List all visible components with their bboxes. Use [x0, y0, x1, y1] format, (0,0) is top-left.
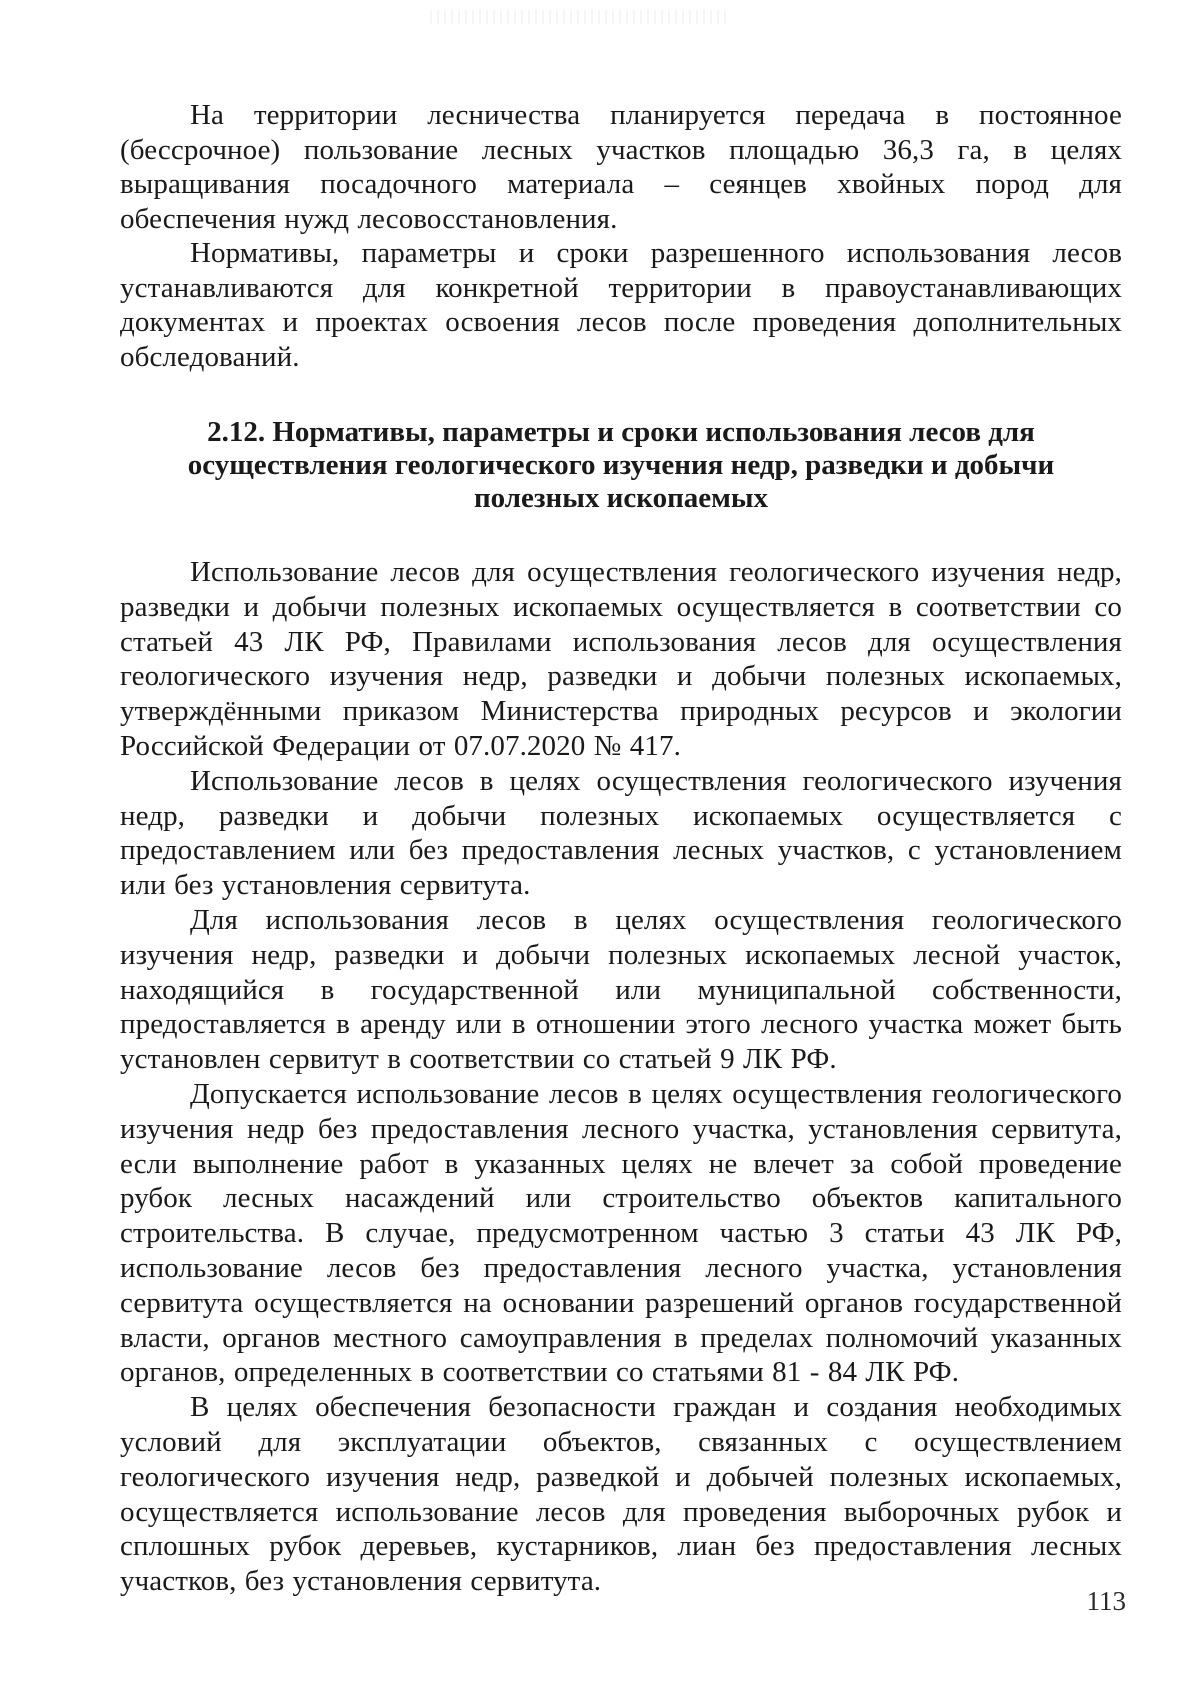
- text-column: [120, 98, 1122, 1599]
- paragraph-transfer-plan: На территории лесничества планируется передача в постоянное (бессрочное) пользование лесных участков площадью 36,3 га, в целях выращивания посадочного материала – сеянцев хвойных пород для обеспечения нужд лесовосстановления.: [120, 99, 1122, 235]
- scan-artifact: [430, 10, 730, 24]
- paragraph-legal-basis: Использование лесов для осуществления геологического изучения недр, разведки и добычи полезных ископаемых осуществляется в соответствии со статьей 43 ЛК РФ, Правилами использования лесов для осуществления геологического изучения недр, разведки и добычи полезных ископаемых, утверждёнными приказом Министерства природных ресурсов и экологии Российской Федерации от 07.07.2020 № 417.: [120, 556, 1122, 762]
- section-heading: [130, 416, 1112, 515]
- paragraph-safety-cutting: В целях обеспечения безопасности граждан и создания необходимых условий для эксплуатации объектов, связанных с осуществлением геологического изучения недр, разведкой и добычей полезных ископаемых, осуществляется использование лесов для проведения выборочных рубок и сплошных рубок деревьев, кустарников, лиан без предоставления лесных участков, без установления сервитута.: [120, 1391, 1122, 1598]
- paragraph-land-provision: Использование лесов в целях осуществления геологического изучения недр, разведки и добычи полезных ископаемых осуществляется с предоставлением или без предоставления лесных участков, с установлением или без установления сервитута.: [120, 764, 1122, 902]
- paragraph-norms-established: Нормативы, параметры и сроки разрешенного использования лесов устанавливаются для конкретной территории в правоустанавливающих документах и проектах освоения лесов после проведения дополнительных обследований.: [120, 237, 1122, 373]
- section-heading-line-2: осуществления геологического изучения недр, разведки и добычи: [187, 449, 1055, 481]
- paragraph-lease-servitude: Для использования лесов в целях осуществления геологического изучения недр, разведки и добычи полезных ископаемых лесной участок, находящийся в государственной или муниципальной собственности, предоставляется в аренду или в отношении этого лесного участка может быть установлен сервитут в соответствии со статьей 9 ЛК РФ.: [120, 903, 1122, 1076]
- paragraph-permitted-use: Допускается использование лесов в целях осуществления геологического изучения недр без предоставления лесного участка, установления сервитута, если выполнение работ в указанных целях не влечет за собой проведение рубок лесных насаждений или строительство объектов капитального строительства. В случае, предусмотренном частью 3 статьи 43 ЛК РФ, использование лесов без предоставления лесного участка, установления сервитута осуществляется на основании разрешений органов государственной власти, органов местного самоуправления в пределах полномочий указанных органов, определенных в соответствии со статьями 81 - 84 ЛК РФ.: [120, 1077, 1122, 1389]
- section-heading-line-3: полезных ископаемых: [473, 482, 769, 514]
- section-heading-line-1: 2.12. Нормативы, параметры и сроки использования лесов для: [207, 416, 1035, 448]
- page-number: 113: [1086, 1586, 1126, 1616]
